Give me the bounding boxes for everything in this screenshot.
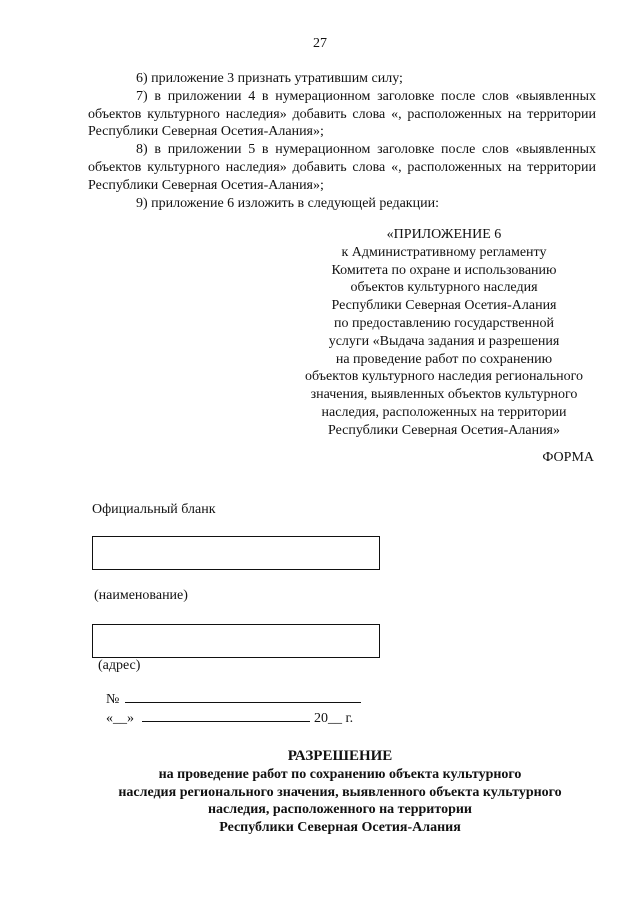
address-caption: (адрес): [98, 658, 141, 673]
appendix-line: Комитета по охране и использованию: [331, 262, 557, 278]
permit-title-line: на проведение работ по сохранению объекта культурного: [158, 766, 522, 782]
permit-title-line: наследия регионального значения, выявленного объекта культурного: [118, 784, 562, 800]
date-month-line: [142, 709, 310, 722]
number-line: [125, 690, 361, 703]
appendix-line: по предоставлению государственной: [333, 315, 555, 331]
appendix-line: Республики Северная Осетия-Алания: [331, 298, 557, 314]
paragraph-6: 6) приложение 3 признать утратившим силу;: [136, 71, 403, 86]
name-field-box: [92, 536, 380, 570]
appendix-line: услуги «Выдача задания и разрешения: [328, 333, 560, 349]
appendix-header: [266, 226, 622, 440]
permit-title-main: РАЗРЕШЕНИЕ: [287, 748, 393, 764]
address-field-box: [92, 624, 380, 658]
permit-title: [80, 748, 600, 837]
date-row: [106, 709, 353, 727]
appendix-line: к Административному регламенту: [341, 244, 547, 260]
appendix-line: объектов культурного наследия регионального: [304, 369, 584, 385]
appendix-line: значения, выявленных объектов культурного: [310, 387, 578, 403]
appendix-line: объектов культурного наследия: [350, 280, 538, 296]
appendix-line: Республики Северная Осетия-Алания»: [328, 422, 560, 438]
date-day: «__»: [106, 711, 134, 726]
page-number: 27: [313, 36, 327, 51]
date-year: 20__ г.: [314, 711, 354, 726]
appendix-line: на проведение работ по сохранению: [335, 351, 553, 367]
number-row: [106, 690, 361, 708]
name-caption: (наименование): [94, 588, 188, 603]
amendment-text: [88, 70, 596, 212]
paragraph-8: 8) в приложении 5 в нумерационном заголовке после слов «выявленных объектов культурного наследия» добавить слова «, расположенных на территории Республики Северная Осетия-Алания»;: [88, 142, 596, 193]
permit-title-line: Республики Северная Осетия-Алания: [219, 820, 461, 836]
appendix-line: наследия, расположенных на территории: [321, 404, 567, 420]
official-blank-label: Официальный бланк: [92, 502, 216, 517]
appendix-line: «ПРИЛОЖЕНИЕ 6: [386, 227, 502, 242]
number-sign: №: [106, 692, 120, 707]
permit-title-line: наследия, расположенного на территории: [207, 802, 472, 818]
paragraph-7: 7) в приложении 4 в нумерационном заголовке после слов «выявленных объектов культурного наследия» добавить слова «, расположенных на территории Республики Северная Осетия-Алания»;: [88, 88, 596, 140]
form-label: ФОРМА: [542, 450, 594, 465]
paragraph-9: 9) приложение 6 изложить в следующей редакции:: [136, 195, 439, 211]
